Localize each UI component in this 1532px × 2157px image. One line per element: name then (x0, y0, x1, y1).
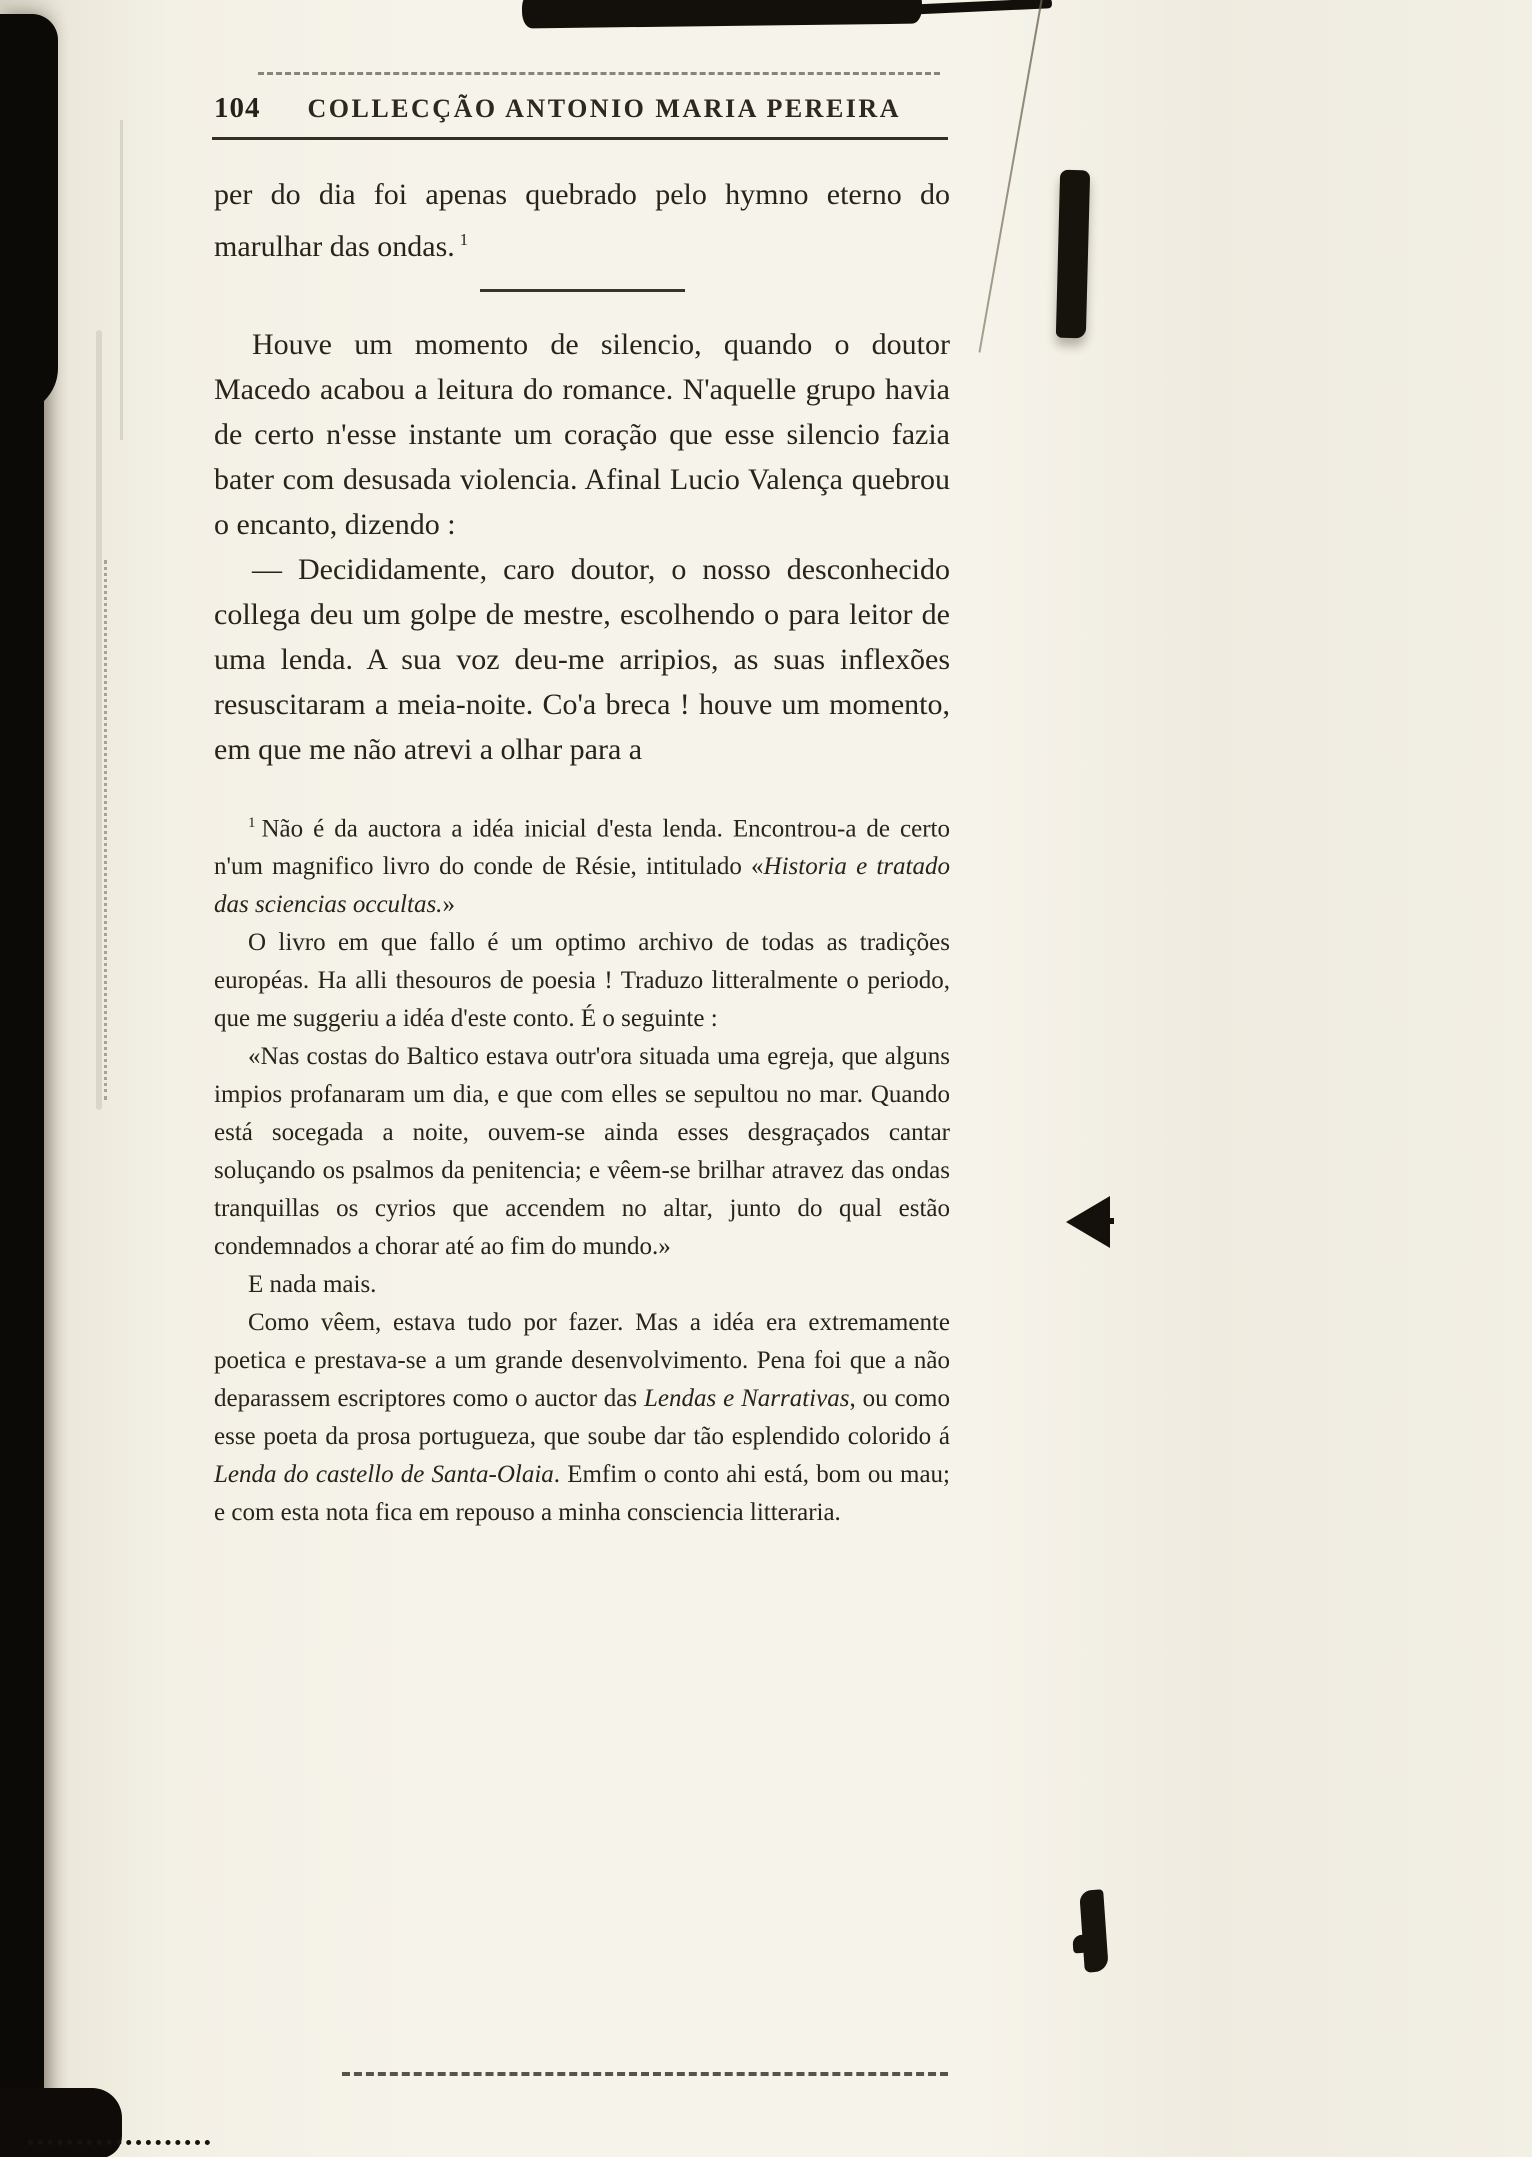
margin-streak-dotted (104, 560, 107, 1100)
scan-artifact-right-bar (1056, 170, 1090, 339)
footnote-paragraph-2: O livro em que fallo é um optimo archivo de todas as tradições européas. Ha alli thesouros de poesia ! Traduzo litteralmente o periodo, que me suggeriu a idéa d'este conto. É o seguinte : (214, 929, 950, 1033)
margin-streak (120, 120, 123, 440)
scan-artifact-bottom-left-smudge (0, 2088, 122, 2157)
footnote-paragraph-3: «Nas costas do Baltico estava outr'ora situada uma egreja, que alguns impios profanaram um dia, e que com elles se sepultou no mar. Quando está socegada a noite, ouvem-se ainda esses desgraçados cantar soluçando os psalmos da penitencia; e vêem-se brilhar atravez das ondas tranquillas os cyrios que accendem no altar, junto do qual estão condemnados a chorar até ao fim do mundo.» (214, 1043, 950, 1261)
footnote-p1-text: Não é da auctora a idéa inicial d'esta lenda. Encontrou-a de certo n'um magnifico livro do conde de Résie, intitulado « (214, 815, 950, 881)
section-divider (480, 289, 685, 292)
collection-title: COLLECÇÃO ANTONIO MARIA PEREIRA (307, 94, 901, 123)
footnote-work-title-2: Lenda do castello de Santa-Olaia (214, 1461, 554, 1489)
footnote-paragraph-5 (214, 1304, 950, 1532)
footnote-book-title: Historia e tratado das sciencias occultas. (214, 853, 950, 919)
footnote-p1-close: » (442, 891, 455, 919)
header-rule (212, 137, 948, 140)
footnote-block (214, 804, 950, 1532)
scan-artifact-right-arrow-line (1096, 1218, 1114, 1224)
footnote-p5-text-c: . Emfim o conto ahi está, bom ou mau; e com esta nota fica em repouso a minha consciencia litteraria. (214, 1461, 950, 1527)
paragraph-silence: Houve um momento de silencio, quando o doutor Macedo acabou a leitura do romance. N'aquelle grupo havia de certo n'esse instante um coração que esse silencio fazia bater com desusada violencia. Afinal Lucio Valença quebrou o encanto, dizendo : (214, 328, 950, 541)
footnote-reference: 1 (459, 230, 469, 249)
book-spine-shadow (0, 14, 44, 2157)
footnote-marker: 1 (248, 815, 256, 831)
scan-artifact-bottom-rule (342, 2072, 948, 2076)
footnote-paragraph-4: E nada mais. (248, 1271, 377, 1299)
footnote-p5-text-b: , ou como esse poeta da prosa portugueza, que soube dar tão esplendido colorido á (214, 1385, 951, 1451)
paragraph-opening (214, 172, 950, 269)
margin-streak (96, 330, 102, 1110)
footnote-paragraph-1 (214, 804, 950, 924)
page-number: 104 (214, 92, 261, 124)
paragraph-dialogue: — Decididamente, caro doutor, o nosso desconhecido collega deu um golpe de mestre, escolhendo o para leitor de uma lenda. A sua voz deu-me arripios, as suas inflexões resuscitaram a meia-noite. Co'a breca ! houve um momento, em que me não atrevi a olhar para a (214, 553, 950, 766)
page-fold-line (978, 0, 1044, 353)
text-column (214, 172, 950, 1532)
footnote-p5-text-a: Como vêem, estava tudo por fazer. Mas a idéa era extremamente poetica e prestava-se a um grande desenvolvimento. Pena foi que a não deparassem escriptores como o auctor das (214, 1309, 950, 1413)
scan-artifact-top-band (522, 0, 922, 28)
paragraph-opening-text: per do dia foi apenas quebrado pelo hymno eterno do marulhar das ondas. (214, 178, 950, 263)
scan-artifact-bottom-dots (28, 2140, 210, 2145)
footnote-work-title-1: Lendas e Narrativas (644, 1385, 850, 1413)
scan-artifact-right-blob (1079, 1889, 1109, 1972)
running-header (214, 92, 948, 125)
header-top-dashed-rule (258, 72, 940, 75)
